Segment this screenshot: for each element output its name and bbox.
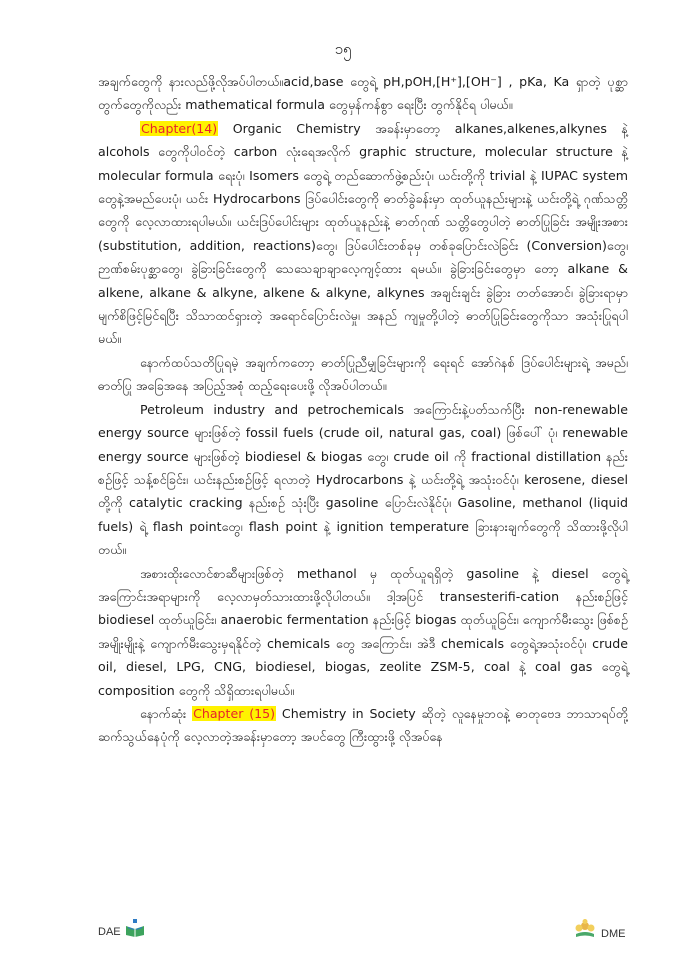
paragraph-text: နောက်ထပ်သတိပြုရမဲ့ အချက်ကတော့ ဓာတ်ပြုညီမျှခြင်းများကို ရေးရင် အော်ဂဲနစ် ဒြပ်ပေါင်းများရဲ့ အမည်၊ ဓာတ်ပြု အခြေအနေ အပြည့်အစုံ ထည့်ရေးပေးဖို့ လိုအပ်ပါတယ်။ [98, 354, 628, 394]
paragraph-text: နောက်ဆုံး [140, 705, 193, 721]
chapter-highlight: Chapter (15) [193, 705, 276, 721]
paragraph [98, 702, 628, 749]
footer-right [572, 918, 625, 940]
paragraph-text: Chemistry in Society ဆိုတဲ့ လူနေမှုဘဝနဲ့ ဓာတုဗေဒ ဘာသာရပ်တို့ ဆက်သွယ်နေပုံကို လေ့လာတဲ့အခန်းမှာတော့ အပင်တွေ ကြီးထွားဖို့ လိုအပ်နေ [98, 705, 628, 745]
chapter-highlight: Chapter(14) [141, 120, 218, 136]
flower-logo-icon [572, 918, 598, 940]
book-logo-icon [124, 918, 146, 938]
paragraph [98, 351, 628, 398]
paragraph [98, 117, 628, 351]
page-number: ၁၅ [334, 40, 352, 58]
paragraph-text: အစားထိုးလောင်စာဆီများဖြစ်တဲ့ methanol မှ ထုတ်ယူရရှိတဲ့ gasoline နဲ့ diesel တွေရဲ့ အကြောင်းအရာများကို လေ့လာမှတ်သားထားဖို့လိုပါတယ်။ ဒါ့အပြင် transesterifi-cation နည်းစဉ်ဖြင့် biodiesel ထုတ်ယူခြင်း၊ anaerobic fermentation နည်းဖြင့် biogas ထုတ်ယူခြင်း၊ ကျောက်မီးသွေး ဖြစ်စဉ် အမျိုးမျိုးနဲ့ ကျောက်မီးသွေးမှရနိုင်တဲ့ chemicals တွေ အကြောင်း၊ အဲဒီ chemicals တွေရဲ့အသုံးဝင်ပုံ၊ crude oil, diesel, LPG, CNG, biodiesel, biogas, zeolite ZSM-5, coal နဲ့ coal gas တွေရဲ့ composition တွေကို သိရှိထားရပါမယ်။ [98, 565, 628, 698]
footer-left [98, 918, 146, 938]
paragraph [98, 398, 628, 562]
paragraph-text: အချက်တွေကို နားလည်ဖို့လိုအပ်ပါတယ်။acid,base တွေရဲ့ pH,pOH,[H⁺],[OH⁻] , pKa, Ka ရှာတဲ့ ပုစ္ဆာတွက်တွေကိုလည်း mathematical formula တွေမှန်ကန်စွာ ရေးပြီး တွက်နိုင်ရ ပါမယ်။ [98, 74, 628, 113]
paragraph-text: Organic Chemistry အခန်းမှာတော့ alkanes,alkenes,alkynes နဲ့ alcohols တွေကိုပါဝင်တဲ့ carbon လုံးရေအလိုက် graphic structure, molecular structure နဲ့ molecular formula ရေးပုံ၊ Isomers တွေရဲ့ တည်ဆောက်ဖွဲ့စည်းပုံ၊ ယင်းတို့ကို trivial နဲ့ IUPAC system တွေနဲ့အမည်ပေးပုံ၊ ယင်း Hydrocarbons ဒြပ်ပေါင်းတွေကို ဓာတ်ခွဲခန်းမှာ ထုတ်ယူနည်းများနဲ့ ယင်းတို့ရဲ့ ဂုဏ်သတ္တိတွေကို လေ့လာထားရပါမယ်။ ယင်းဒြပ်ပေါင်းများ ထုတ်ယူနည်းနဲ့ ဓာတ်ဂုဏ် သတ္တိတွေပါတဲ့ ဓာတ်ပြုခြင်း အမျိုးအစား (substitution, addition, reactions)တွေ၊ ဒြပ်ပေါင်းတစ်ခုမှ တစ်ခုပြောင်းလဲခြင်း (Conversion)တွေ၊ ဉာဏ်စမ်းပုစ္ဆာတွေ၊ ခွဲခြားခြင်းတွေကို သေသေချာချာလေ့ကျင့်ထား ရမယ်။ ခွဲခြားခြင်းတွေမှာ တော့ alkane & alkene, alkane & alkyne, alkene & alkyne, alkynes အချင်းချင်း ခွဲခြား တတ်အောင်၊ ခွဲခြားရာမှာ မျက်စိဖြင့်မြင်ရပြီး သိသာထင်ရှားတဲ့ အရောင်ပြောင်းလဲမှု၊ အနည် ကျမှုတို့ပါတဲ့ ဓာတ်ပြုခြင်းတွေကိုသာ အသုံးပြုရပါမယ်။ [98, 120, 628, 347]
document-body [98, 70, 628, 749]
paragraph [98, 562, 628, 702]
paragraph [98, 70, 628, 117]
paragraph-text: Petroleum industry and petrochemicals အကြောင်းနဲ့ပတ်သက်ပြီး non-renewable energy source များဖြစ်တဲ့ fossil fuels (crude oil, natural gas, coal) ဖြစ်ပေါ် ပုံ၊ renewable energy source များဖြစ်တဲ့ biodiesel & biogas တွေ၊ crude oil ကို fractional distillation နည်းစဉ်ဖြင့် သန့်စင်ခြင်း၊ ယင်းနည်းစဉ်ဖြင့် ရလာတဲ့ Hydrocarbons နဲ့ ယင်းတို့ရဲ့ အသုံးဝင်ပုံ၊ kerosene, diesel တို့ကို catalytic cracking နည်းစဉ် သုံးပြီး gasoline ပြောင်းလဲနိုင်ပုံ၊ Gasoline, methanol (liquid fuels) ရဲ့ flash pointတွေ၊ flash point နဲ့ ignition temperature ခြားနားချက်တွေကို သိထားဖို့လိုပါတယ်။ [98, 401, 628, 558]
footer-left-label: DAE [98, 926, 121, 938]
footer-right-label: DME [601, 928, 626, 940]
